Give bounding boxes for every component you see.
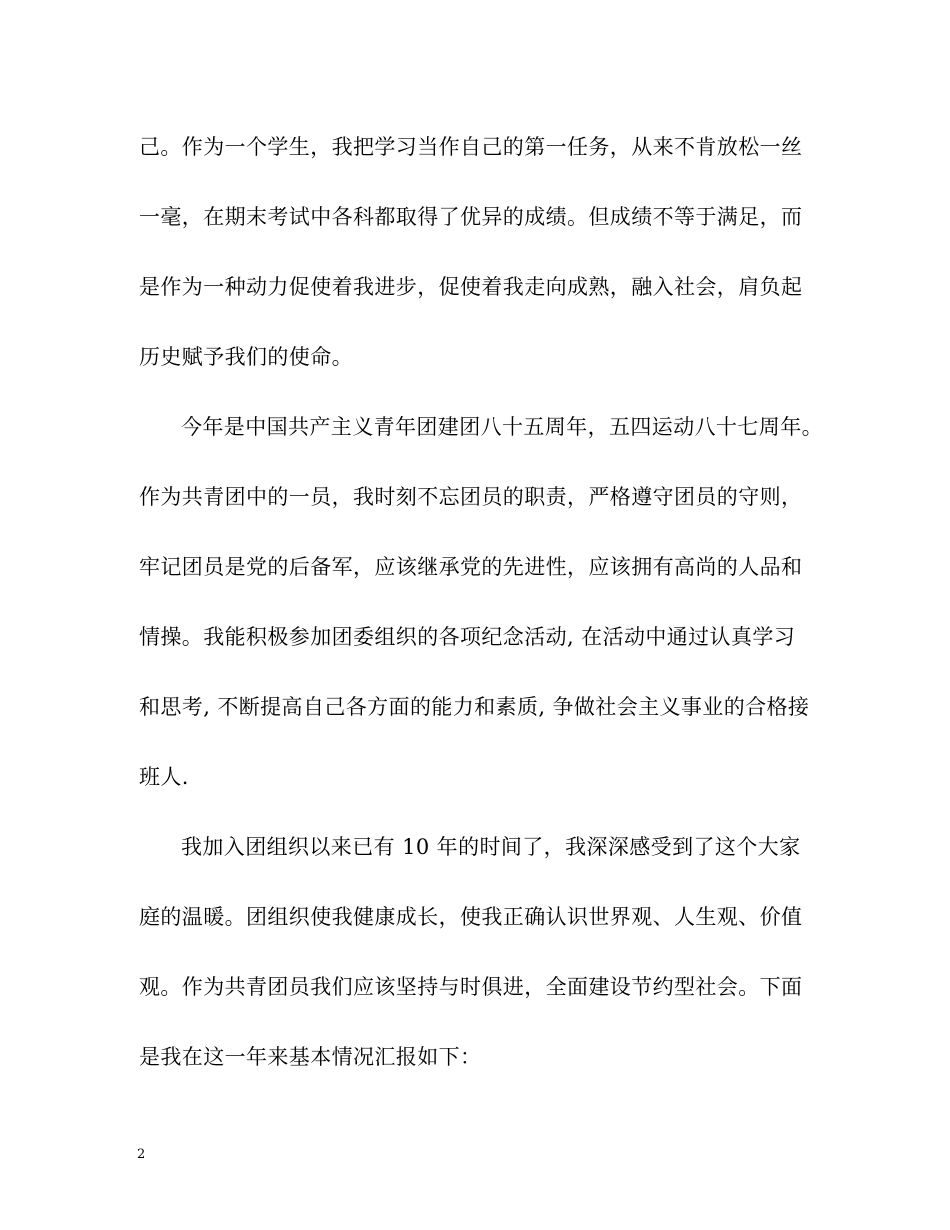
text-line: 是作为一种动力促使着我进步，促使着我走向成熟，融入社会，肩负起 [139,275,803,299]
text-line: 情操。我能积极参加团委组织的各项纪念活动, 在活动中通过认真学习 [139,625,796,649]
paragraph-first-line: 我加入团组织以来已有 10 年的时间了，我深深感受到了这个大家 [181,835,801,859]
text-line: 是我在这一年来基本情况汇报如下： [139,1045,482,1069]
text-line: 一毫，在期末考试中各科都取得了优异的成绩。但成绩不等于满足，而 [139,205,803,229]
text-line: 观。作为共青团员我们应该坚持与时俱进，全面建设节约型社会。下面 [139,975,803,999]
text-line: 和思考, 不断提高自己各方面的能力和素质, 争做社会主义事业的合格接 [139,695,810,719]
text-line: 庭的温暖。团组织使我健康成长，使我正确认识世界观、人生观、价值 [139,905,803,929]
text-line: 历史赋予我们的使命。 [139,345,353,369]
text-line: 班人. [139,765,189,789]
text-line: 牢记团员是党的后备军，应该继承党的先进性，应该拥有高尚的人品和 [139,555,803,579]
page-number: 2 [137,1147,146,1162]
text-line: 作为共青团中的一员，我时刻不忘团员的职责，严格遵守团员的守则， [139,485,803,509]
paragraph-first-line: 今年是中国共产主义青年团建团八十五周年，五四运动八十七周年。 [181,415,823,439]
text-line: 己。作为一个学生，我把学习当作自己的第一任务，从来不肯放松一丝 [139,135,803,159]
